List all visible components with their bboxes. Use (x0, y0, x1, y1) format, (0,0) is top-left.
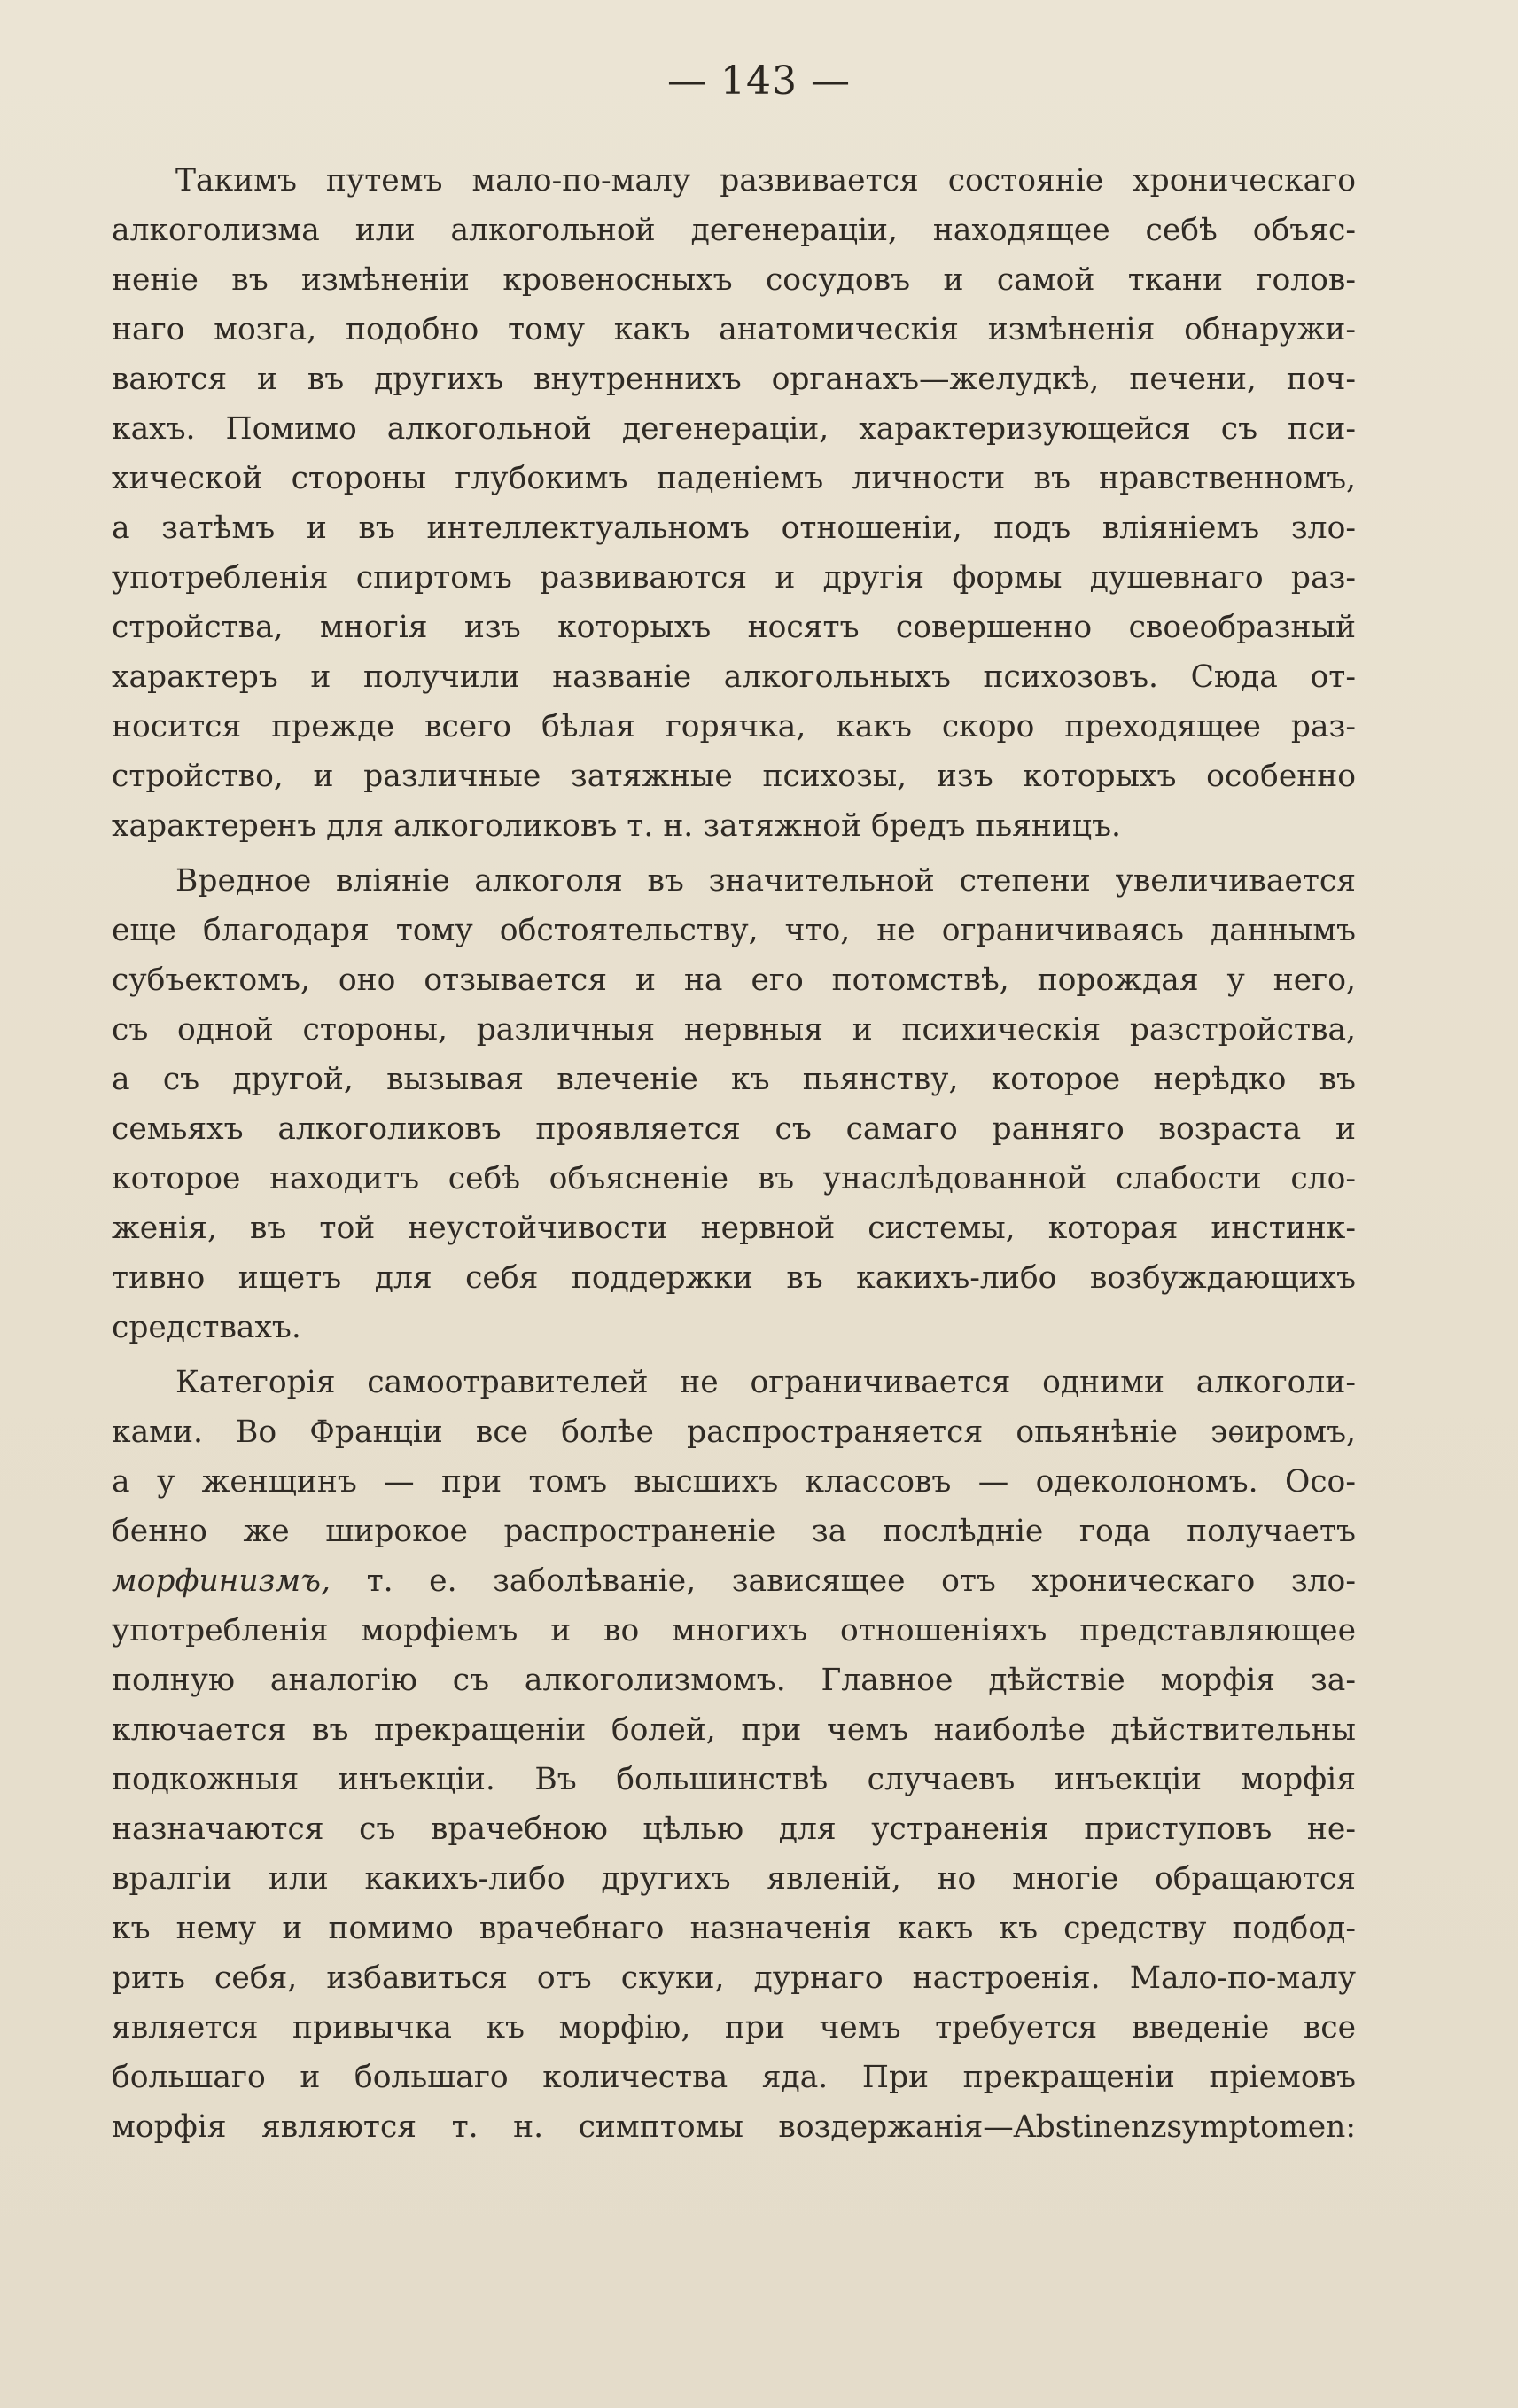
text-line: къ нему и помимо врачебнаго назначенiя какъ къ средству подбод- (112, 1911, 1356, 1946)
text-line: Категорiя самоотравителей не ограничивается одними алкоголи- (175, 1365, 1356, 1400)
page-number: — 143 — (667, 58, 851, 104)
text-line: назначаются съ врачебною цѣлью для устраненiя приступовъ не- (112, 1812, 1356, 1847)
text-line: семьяхъ алкоголиковъ проявляется съ самаго ранняго возраста и (112, 1111, 1356, 1147)
text-line: женiя, въ той неустойчивости нервной системы, которая инстинк- (112, 1211, 1356, 1246)
text-line: которое находитъ себѣ объясненiе въ унаслѣдованной слабости сло- (112, 1161, 1356, 1196)
text-line: характеръ и получили названiе алкогольныхъ психозовъ. Сюда от- (112, 659, 1356, 695)
text-line: тивно ищетъ для себя поддержки въ какихъ-либо возбуждающихъ (112, 1260, 1356, 1296)
text-line: большаго и большаго количества яда. При прекращенiи прiемовъ (112, 2060, 1356, 2095)
italic-term: морфинизмъ, (112, 1563, 331, 1599)
text-line: Такимъ путемъ мало-по-малу развивается состоянiе хроническаго (175, 163, 1356, 199)
paragraph-3 (112, 1358, 1356, 2152)
text-line: съ одной стороны, различныя нервныя и психическiя разстройства, (112, 1012, 1356, 1048)
text-line: алкоголизма или алкогольной дегенерацiи, находящее себѣ объяс- (112, 213, 1356, 248)
text-line: средствахъ. (112, 1310, 301, 1345)
text-line: Вредное влiянiе алкоголя въ значительной степени увеличивается (175, 863, 1356, 899)
text-line: стройства, многiя изъ которыхъ носятъ совершенно своеобразный (112, 610, 1356, 645)
text-line: рить себя, избавиться отъ скуки, дурнаго настроенiя. Мало-по-малу (112, 1960, 1356, 1996)
text-line: ваются и въ другихъ внутреннихъ органахъ—желудкѣ, печени, поч- (112, 362, 1356, 397)
text-line: ключается въ прекращенiи болей, при чемъ наиболѣе дѣйствительны (112, 1712, 1356, 1748)
text-line: стройство, и различные затяжные психозы, изъ которыхъ особенно (112, 759, 1356, 794)
paragraph-1 (112, 156, 1356, 851)
text-line: подкожныя инъекцiи. Въ большинствѣ случаевъ инъекцiи морфiя (112, 1762, 1356, 1797)
text-line: употребленiя спиртомъ развиваются и другiя формы душевнаго раз- (112, 560, 1356, 596)
text-line: наго мозга, подобно тому какъ анатомическiя измѣненiя обнаружи- (112, 312, 1356, 347)
text-line (112, 1556, 1356, 1606)
text-fragment: т. е. заболѣванiе, зависящее отъ хроническаго зло- (331, 1563, 1356, 1599)
text-line: ненiе въ измѣненiи кровеносныхъ сосудовъ и самой ткани голов- (112, 262, 1356, 298)
text-line: субъектомъ, оно отзывается и на его потомствѣ, порождая у него, (112, 962, 1356, 998)
text-line: бенно же широкое распространенiе за послѣднiе года получаетъ (112, 1514, 1356, 1549)
text-line: а затѣмъ и въ интеллектуальномъ отношенiи, подъ влiянiемъ зло- (112, 510, 1356, 546)
text-line: полную аналогiю съ алкоголизмомъ. Главное дѣйствiе морфiя за- (112, 1663, 1356, 1698)
text-line: носится прежде всего бѣлая горячка, какъ скоро преходящее раз- (112, 709, 1356, 744)
text-line: кахъ. Помимо алкогольной дегенерацiи, характеризующейся съ пси- (112, 411, 1356, 447)
text-line: ками. Во Францiи все болѣе распространяется опьянѣнiе эѳиромъ, (112, 1414, 1356, 1450)
body-text (112, 156, 1356, 2152)
text-line: характеренъ для алкоголиковъ т. н. затяжной бредъ пьяницъ. (112, 808, 1122, 844)
text-line: хической стороны глубокимъ паденiемъ личности въ нравственномъ, (112, 461, 1356, 496)
paragraph-2 (112, 856, 1356, 1352)
text-line: еще благодаря тому обстоятельству, что, не ограничиваясь даннымъ (112, 913, 1356, 948)
text-line: а съ другой, вызывая влеченiе къ пьянству, которое нерѣдко въ (112, 1062, 1356, 1097)
text-line: вралгiи или какихъ-либо другихъ явленiй, но многiе обращаются (112, 1861, 1356, 1897)
text-line: является привычка къ морфiю, при чемъ требуется введенiе все (112, 2010, 1356, 2046)
text-line: морфiя являются т. н. симптомы воздержанiя—Abstinenzsymptomen: (112, 2109, 1356, 2145)
text-line: употребленiя морфiемъ и во многихъ отношенiяхъ представляющее (112, 1613, 1356, 1648)
text-line: а у женщинъ — при томъ высшихъ классовъ — одеколономъ. Осо- (112, 1464, 1356, 1500)
